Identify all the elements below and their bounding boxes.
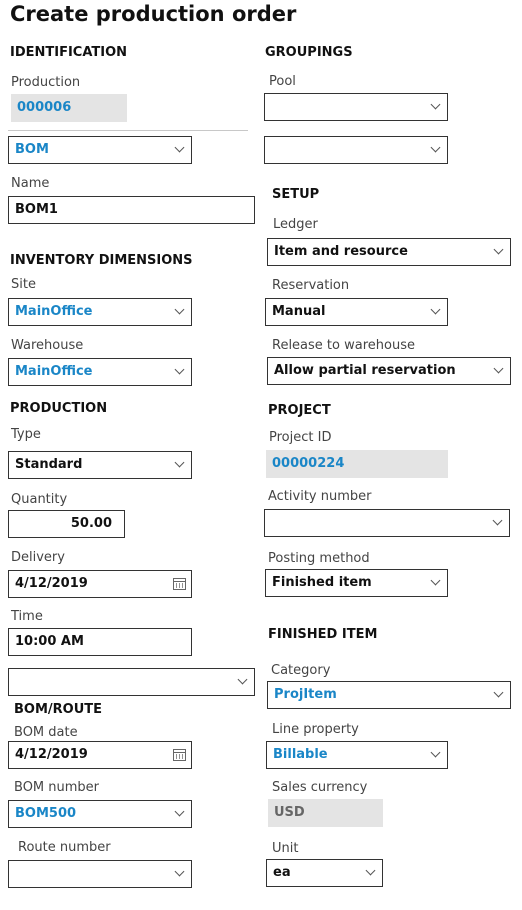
chevron-down-icon[interactable] bbox=[175, 365, 185, 375]
identification-header: IDENTIFICATION bbox=[10, 45, 128, 60]
finished-item-header: FINISHED ITEM bbox=[268, 627, 378, 642]
chevron-down-icon[interactable] bbox=[431, 305, 441, 315]
delivery-date-input[interactable] bbox=[8, 570, 192, 598]
inventory-dimensions-header: INVENTORY DIMENSIONS bbox=[10, 253, 193, 268]
warehouse-label: Warehouse bbox=[11, 338, 84, 353]
bom-date-label: BOM date bbox=[14, 725, 78, 740]
posting-select[interactable] bbox=[265, 569, 448, 597]
type-value: Standard bbox=[15, 457, 83, 472]
activity-select[interactable] bbox=[264, 509, 510, 537]
reservation-value: Manual bbox=[272, 304, 326, 319]
groupings-header: GROUPINGS bbox=[265, 45, 353, 60]
time-label: Time bbox=[11, 609, 43, 624]
pool-label: Pool bbox=[269, 74, 296, 89]
chevron-down-icon[interactable] bbox=[175, 143, 185, 153]
release-select[interactable] bbox=[267, 357, 511, 385]
line-property-label: Line property bbox=[272, 722, 359, 737]
project-id-label: Project ID bbox=[269, 430, 332, 445]
chevron-down-icon[interactable] bbox=[431, 748, 441, 758]
bom-number-label: BOM number bbox=[14, 780, 100, 795]
production-label: Production bbox=[11, 75, 81, 90]
line-property-value: Billable bbox=[273, 747, 328, 762]
chevron-down-icon[interactable] bbox=[431, 143, 441, 153]
bom-number-value: BOM500 bbox=[15, 806, 77, 821]
production-type-select[interactable] bbox=[8, 136, 192, 164]
site-select[interactable] bbox=[8, 298, 192, 326]
release-value: Allow partial reservation bbox=[274, 363, 456, 378]
name-label: Name bbox=[11, 176, 50, 191]
grouping-select[interactable] bbox=[264, 136, 448, 164]
chevron-down-icon[interactable] bbox=[493, 516, 503, 526]
posting-label: Posting method bbox=[268, 551, 370, 566]
posting-value: Finished item bbox=[272, 575, 372, 590]
time-input[interactable]: 10:00 AM bbox=[8, 628, 192, 656]
calendar-icon[interactable] bbox=[173, 749, 186, 761]
chevron-down-icon[interactable] bbox=[175, 458, 185, 468]
delivery-label: Delivery bbox=[11, 550, 65, 565]
pool-select[interactable] bbox=[264, 93, 448, 121]
bom-number-select[interactable] bbox=[8, 800, 192, 828]
chevron-down-icon[interactable] bbox=[431, 100, 441, 110]
calendar-icon[interactable] bbox=[173, 578, 186, 590]
project-id-field[interactable]: 00000224 bbox=[266, 450, 448, 478]
chevron-down-icon[interactable] bbox=[431, 576, 441, 586]
release-label: Release to warehouse bbox=[272, 338, 415, 353]
delivery-date-value: 4/12/2019 bbox=[15, 576, 88, 591]
warehouse-select[interactable] bbox=[8, 358, 192, 386]
name-input[interactable]: BOM1 bbox=[8, 196, 255, 224]
chevron-down-icon[interactable] bbox=[494, 245, 504, 255]
project-header: PROJECT bbox=[268, 403, 331, 418]
route-number-select[interactable] bbox=[8, 860, 192, 888]
sales-currency-field[interactable]: USD bbox=[268, 799, 383, 827]
quantity-input[interactable]: 50.00 bbox=[8, 510, 125, 538]
chevron-down-icon[interactable] bbox=[175, 867, 185, 877]
quantity-label: Quantity bbox=[11, 492, 68, 507]
route-number-label: Route number bbox=[18, 840, 111, 855]
chevron-down-icon[interactable] bbox=[175, 305, 185, 315]
site-value: MainOffice bbox=[15, 304, 93, 319]
type-label: Type bbox=[11, 427, 41, 442]
site-label: Site bbox=[11, 277, 36, 292]
sales-currency-label: Sales currency bbox=[272, 780, 368, 795]
production-type-value: BOM bbox=[15, 142, 49, 157]
chevron-down-icon[interactable] bbox=[366, 866, 376, 876]
setup-header: SETUP bbox=[272, 187, 320, 202]
reservation-label: Reservation bbox=[272, 278, 350, 293]
reservation-select[interactable] bbox=[265, 298, 448, 326]
activity-label: Activity number bbox=[268, 489, 372, 504]
ledger-select[interactable] bbox=[267, 238, 511, 266]
type-select[interactable] bbox=[8, 451, 192, 479]
chevron-down-icon[interactable] bbox=[175, 807, 185, 817]
category-value: ProjItem bbox=[274, 687, 337, 702]
bom-date-value: 4/12/2019 bbox=[15, 747, 88, 762]
ledger-value: Item and resource bbox=[274, 244, 408, 259]
chevron-down-icon[interactable] bbox=[238, 675, 248, 685]
production-header: PRODUCTION bbox=[10, 401, 108, 416]
warehouse-value: MainOffice bbox=[15, 364, 93, 379]
category-label: Category bbox=[271, 663, 331, 678]
unit-label: Unit bbox=[272, 841, 299, 856]
production-id-field[interactable]: 000006 bbox=[11, 94, 127, 122]
category-select[interactable] bbox=[267, 681, 511, 709]
unnamed-select[interactable] bbox=[8, 668, 255, 696]
ledger-label: Ledger bbox=[273, 217, 318, 232]
line-property-select[interactable] bbox=[266, 741, 448, 769]
chevron-down-icon[interactable] bbox=[494, 688, 504, 698]
bom-date-input[interactable] bbox=[8, 741, 192, 769]
unit-value: ea bbox=[273, 865, 291, 880]
page-title: Create production order bbox=[10, 2, 297, 26]
divider bbox=[8, 130, 248, 131]
unit-select[interactable] bbox=[266, 859, 383, 887]
chevron-down-icon[interactable] bbox=[494, 364, 504, 374]
bom-route-header: BOM/ROUTE bbox=[14, 702, 103, 717]
